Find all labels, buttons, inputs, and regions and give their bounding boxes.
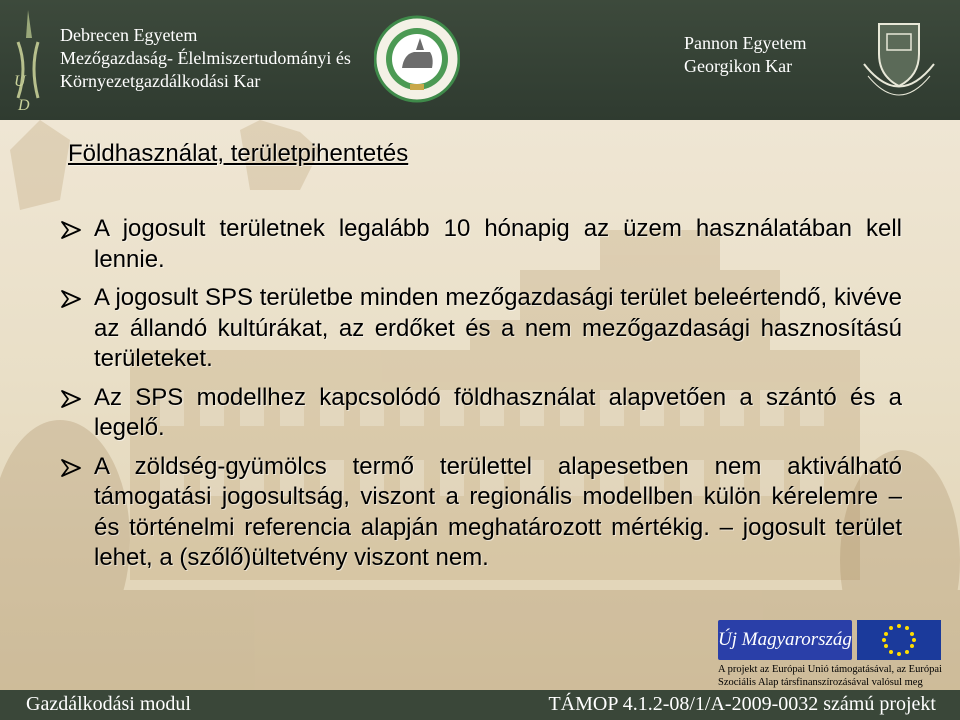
new-hungary-logo: Új Magyarország: [718, 620, 852, 660]
module-name: Gazdálkodási modul: [26, 693, 191, 715]
bullet-item: [60, 283, 902, 375]
bullet-text: A jogosult SPS területbe minden mezőgazdasági terület beleértendő, kivéve az állandó kultúrákat, az erdőket és a nem mezőgazdasági hasznosítású területeket.: [94, 284, 902, 372]
bullet-list: [60, 214, 902, 582]
svg-text:D: D: [18, 97, 30, 114]
bullet-text: A jogosult területnek legalább 10 hónapig az üzem használatában kell lennie.: [94, 215, 902, 273]
debrecen-university-logo: [8, 8, 48, 116]
left-university-name: Debrecen Egyetem Mezőgazdaság- Élelmiszertudományi és Környezetgazdálkodási Kar: [60, 25, 351, 91]
project-code: TÁMOP 4.1.2-08/1/A-2009-0032 számú projekt: [548, 693, 936, 715]
arrow-bullet-icon: [60, 220, 82, 240]
bullet-item: [60, 214, 902, 275]
pannon-university-crest-icon: [854, 14, 944, 106]
eu-funding-note: A projekt az Európai Unió támogatásával, az Európai Szociális Alap társfinanszírozásával valósul meg: [718, 664, 942, 688]
header-banner: [0, 0, 960, 120]
arrow-bullet-icon: [60, 458, 82, 478]
footer-bar: [0, 690, 960, 720]
bullet-text: Az SPS modellhez kapcsolódó földhasználat alapvetően a szántó és a legelő.: [94, 383, 902, 441]
slide-title: Földhasználat, területpihentetés: [68, 140, 409, 167]
svg-text:U: U: [14, 73, 26, 90]
arrow-bullet-icon: [60, 389, 82, 409]
arrow-bullet-icon: [60, 289, 82, 309]
faculty-seal-icon: [374, 14, 460, 104]
bullet-text: A zöldség-gyümölcs termő területtel alapesetben nem aktiválható támogatási jogosultság, viszont a regionális modellben külön kérelemre – és történelmi referencia alapján meghatározott mértékig. – jogosult terület lehet, a (szőlő)ültetvény viszont nem.: [94, 452, 902, 571]
bullet-item: [60, 452, 902, 574]
eu-flag-icon: [857, 620, 941, 660]
right-university-name: Pannon Egyetem Georgikon Kar: [684, 33, 807, 76]
bullet-item: [60, 383, 902, 444]
